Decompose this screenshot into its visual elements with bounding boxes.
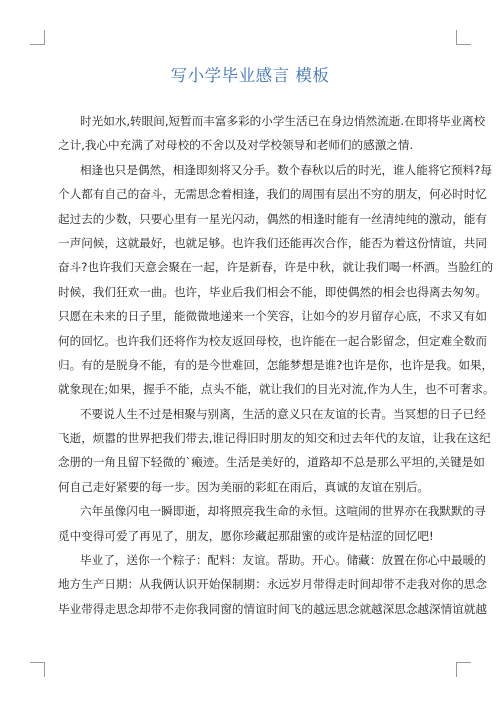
crop-mark-top-right — [456, 30, 471, 45]
text-line: 毕业带得走思念却带不走你我同窗的情谊时间飞的越远思念就越深思念越深情谊就越 — [58, 601, 487, 616]
document-body — [58, 109, 495, 621]
text-line: 个人都有自己的奋斗，无需思念着相逢，我们的周围有层出不穷的朋友，何必时时忆 — [58, 187, 487, 202]
text-line: 就象现在;如果，握手不能，点头不能，就让我们的目光对流,作为人生，也不可奢求。 — [58, 382, 495, 397]
text-line: 何自己走好紧要的每一步。因为美丽的彩虹在雨后，真诚的友谊在别后。 — [58, 479, 430, 494]
text-line: 起过去的少数，只要心里有一星光闪动，偶然的相逢时能有一丝清纯纯的激动，能有 — [58, 211, 487, 226]
text-line: 奋斗?也许我们天意会聚在一起，许是新春，许是中秋，就让我们喝一杯酒。当脸红的 — [58, 260, 494, 275]
text-line: 时候，我们狂欢一曲。也许，毕业后我们相会不能，即使偶然的相会也得离去匆匆。 — [58, 284, 487, 299]
text-line: 觅中变得可爱了再见了，朋友，愿你珍藏起那甜蜜的或许是枯涩的回忆吧! — [58, 528, 434, 543]
text-line: 飞逝，烦嚣的世界把我们带去,谁记得旧时朋友的知交和过去年代的友谊，让我在这纪 — [58, 431, 491, 446]
document-title: 写小学毕业感言 模板 — [170, 66, 330, 85]
text-line: 地方生产日期：从我俩认识开始保制期：永远岁月带得走时间却带不走我对你的思念 — [58, 577, 487, 592]
crop-mark-bottom-right — [456, 662, 471, 677]
text-line: 时光如水,转眼间,短暂而丰富多彩的小学生活已在身边悄然流逝.在即将毕业离校 — [80, 114, 486, 128]
text-line: 只愿在未来的日子里，能微微地递来一个笑容，让如今的岁月留存心底，不求又有如 — [58, 309, 487, 324]
text-line: 相逢也只是偶然，相逢即刻将又分手。数个春秋以后的时光，谁人能将它预料?每 — [80, 162, 492, 177]
text-line: 毕业了，送你一个粽子：配料：友谊。帮助。开心。储藏：放置在你心中最暖的 — [80, 553, 486, 568]
text-line: 不要说人生不过是相聚与别离，生活的意义只在友谊的长青。当冥想的日子已经 — [80, 406, 486, 421]
text-line: 之计,我心中充满了对母校的不舍以及对学校领导和老师们的感激之情. — [58, 138, 414, 153]
text-line: 念册的一角且留下轻微的`瘢迹。生活是美好的，道路却不总是那么平坦的,关键是如 — [58, 455, 485, 470]
text-line: 六年虽像闪电一瞬即逝，却将照亮我生命的永恒。这喧闹的世界亦在我默默的寻 — [80, 504, 486, 519]
crop-mark-bottom-left — [30, 662, 45, 677]
text-line: 归。有的是脱身不能，有的是今世难回，怎能梦想是谁?也许是你，也许是我。如果， — [58, 357, 494, 372]
text-line: 一声问候，这就最好，也就足够。也许我们还能再次合作，能否为着这份情谊，共同 — [58, 235, 487, 250]
text-line: 何的回忆。也许我们还将作为校友返回母校，也许能在一起合影留念，但定难全数而 — [58, 333, 487, 348]
crop-mark-top-left — [30, 30, 45, 45]
